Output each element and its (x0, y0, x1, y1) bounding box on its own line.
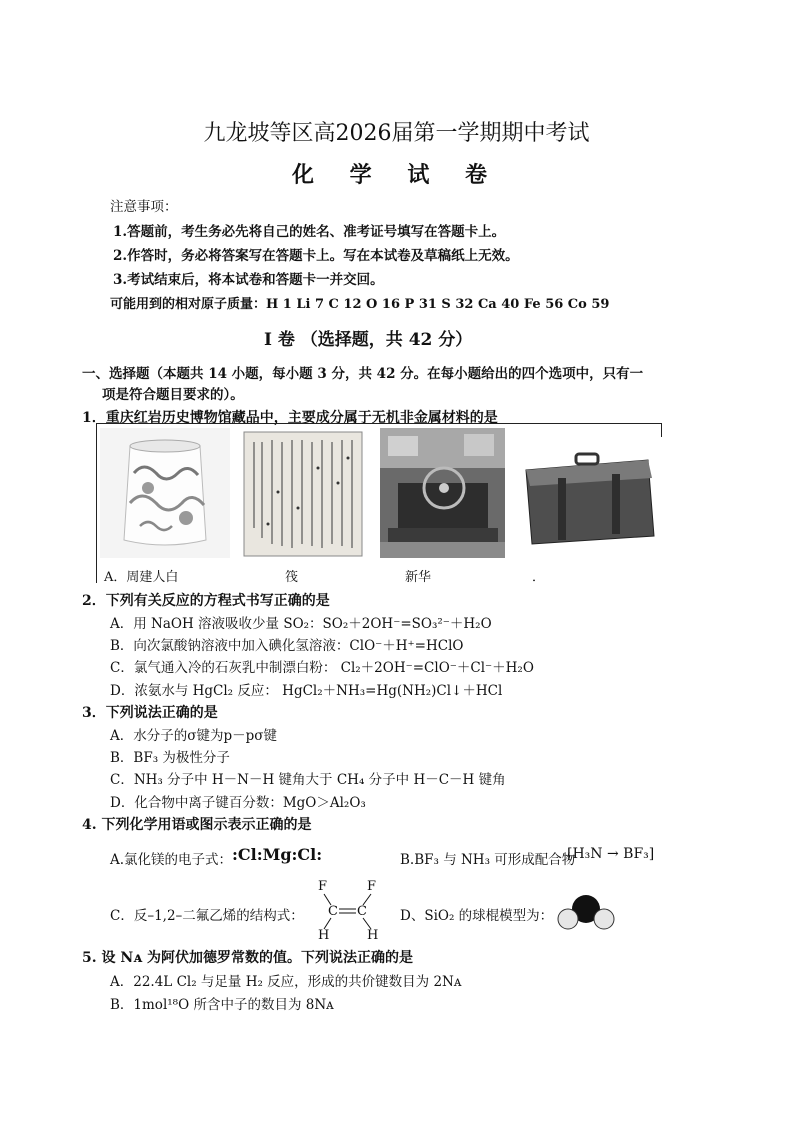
q5-option-b: B．1mol¹⁸O 所含中子的数目为 8Nᴀ (110, 997, 334, 1013)
q4-option-a-label: A.氯化镁的电子式： (110, 852, 233, 868)
atomic-mass-line: 可能用到的相对原子质量：H 1 Li 7 C 12 O 16 P 31 S 32 Ca 40 Fe 56 Co 59 (110, 297, 610, 312)
q1-caption-c: 新华 (405, 570, 432, 585)
q4-structure-h-left: H (318, 928, 330, 943)
q1-frame-top (96, 423, 661, 424)
q4-option-c: C．反–1,2–二氟乙烯的结构式： (110, 908, 304, 924)
exam-title: 九龙坡等区高2026届第一学期期中考试 (203, 121, 590, 146)
notes-item-2: 2.作答时，务必将答案写在答题卡上。写在本试卷及草稿纸上无效。 (113, 248, 519, 264)
q5-option-a: A．22.4L Cl₂ 与足量 H₂ 反应，形成的共价键数目为 2Nᴀ (110, 974, 462, 990)
notes-item-3: 3.考试结束后，将本试卷和答题卡一并交回。 (113, 272, 384, 288)
q4-structure-bonds (315, 890, 380, 935)
q1-frame-left (96, 423, 97, 583)
q4-structure-c-left: C (328, 904, 338, 919)
q4-structure-f-left: F (318, 879, 328, 894)
q2-option-a: A．用 NaOH 溶液吸收少量 SO₂：SO₂＋2OH⁻=SO₃²⁻＋H₂O (110, 616, 492, 632)
q4-option-b: B.BF₃ 与 NH₃ 可形成配合物 (400, 852, 576, 868)
q4-option-b-formula: [H₃N → BF₃] (567, 846, 655, 862)
q3-option-a: A．水分子的σ键为p－pσ键 (110, 728, 277, 744)
q4-structure-c-right: C (357, 904, 367, 919)
q1-caption-a: A．周建人白 (104, 570, 179, 585)
q2-option-b: B．向次氯酸钠溶液中加入碘化氢溶液：ClO⁻＋H⁺=HClO (110, 638, 464, 654)
q2-option-d: D．浓氨水与 HgCl₂ 反应： HgCl₂＋NH₃=Hg(NH₂)Cl↓＋HCl (110, 683, 503, 699)
q1-frame-right (661, 423, 662, 437)
section-instruction-2: 项是符合题目要求的）。 (102, 387, 244, 403)
exam-subtitle: 化 学 试 卷 (292, 162, 501, 188)
section-heading: I 卷 （选择题，共 42 分） (264, 330, 473, 350)
q2-stem: 2．下列有关反应的方程式书写正确的是 (82, 593, 330, 609)
q4-ball-stick-model (557, 893, 615, 933)
q4-option-d: D、SiO₂ 的球棍模型为： (400, 908, 554, 924)
q3-option-c: C．NH₃ 分子中 H－N－H 键角大于 CH₄ 分子中 H－C－H 键角 (110, 772, 506, 788)
q1-image-porcelain-cup (100, 428, 230, 558)
q4-stem: 4. 下列化学用语或图示表示正确的是 (82, 817, 312, 833)
q2-option-c: C．氯气通入冷的石灰乳中制漂白粉： Cl₂＋2OH⁻=ClO⁻＋Cl⁻＋H₂O (110, 660, 534, 676)
q1-image-leather-suitcase (518, 428, 660, 558)
q5-stem: 5. 设 Nᴀ 为阿伏加德罗常数的值。下列说法正确的是 (82, 950, 414, 966)
q1-stem: 1．重庆红岩历史博物馆藏品中，主要成分属于无机非金属材料的是 (82, 410, 498, 426)
notes-heading: 注意事项： (110, 199, 178, 215)
q3-option-d: D．化合物中离子键百分数：MgO＞Al₂O₃ (110, 795, 366, 811)
section-instruction-1: 一、选择题（本题共 14 小题，每小题 3 分，共 42 分。在每小题给出的四个选项中，只有一 (82, 366, 644, 382)
q1-caption-d: ． (532, 570, 546, 585)
q4-option-a-formula: :Cl:Mg:Cl: (232, 845, 323, 864)
q1-image-printing-press (380, 428, 505, 558)
q1-image-handwritten-letter (240, 428, 370, 558)
notes-item-1: 1.答题前，考生务必先将自己的姓名、准考证号填写在答题卡上。 (113, 224, 506, 240)
q3-stem: 3．下列说法正确的是 (82, 705, 218, 721)
q1-caption-b: 筏 (285, 570, 299, 585)
q4-structure-f-right: F (367, 879, 377, 894)
q3-option-b: B．BF₃ 为极性分子 (110, 750, 230, 766)
q4-structure-h-right: H (367, 928, 379, 943)
